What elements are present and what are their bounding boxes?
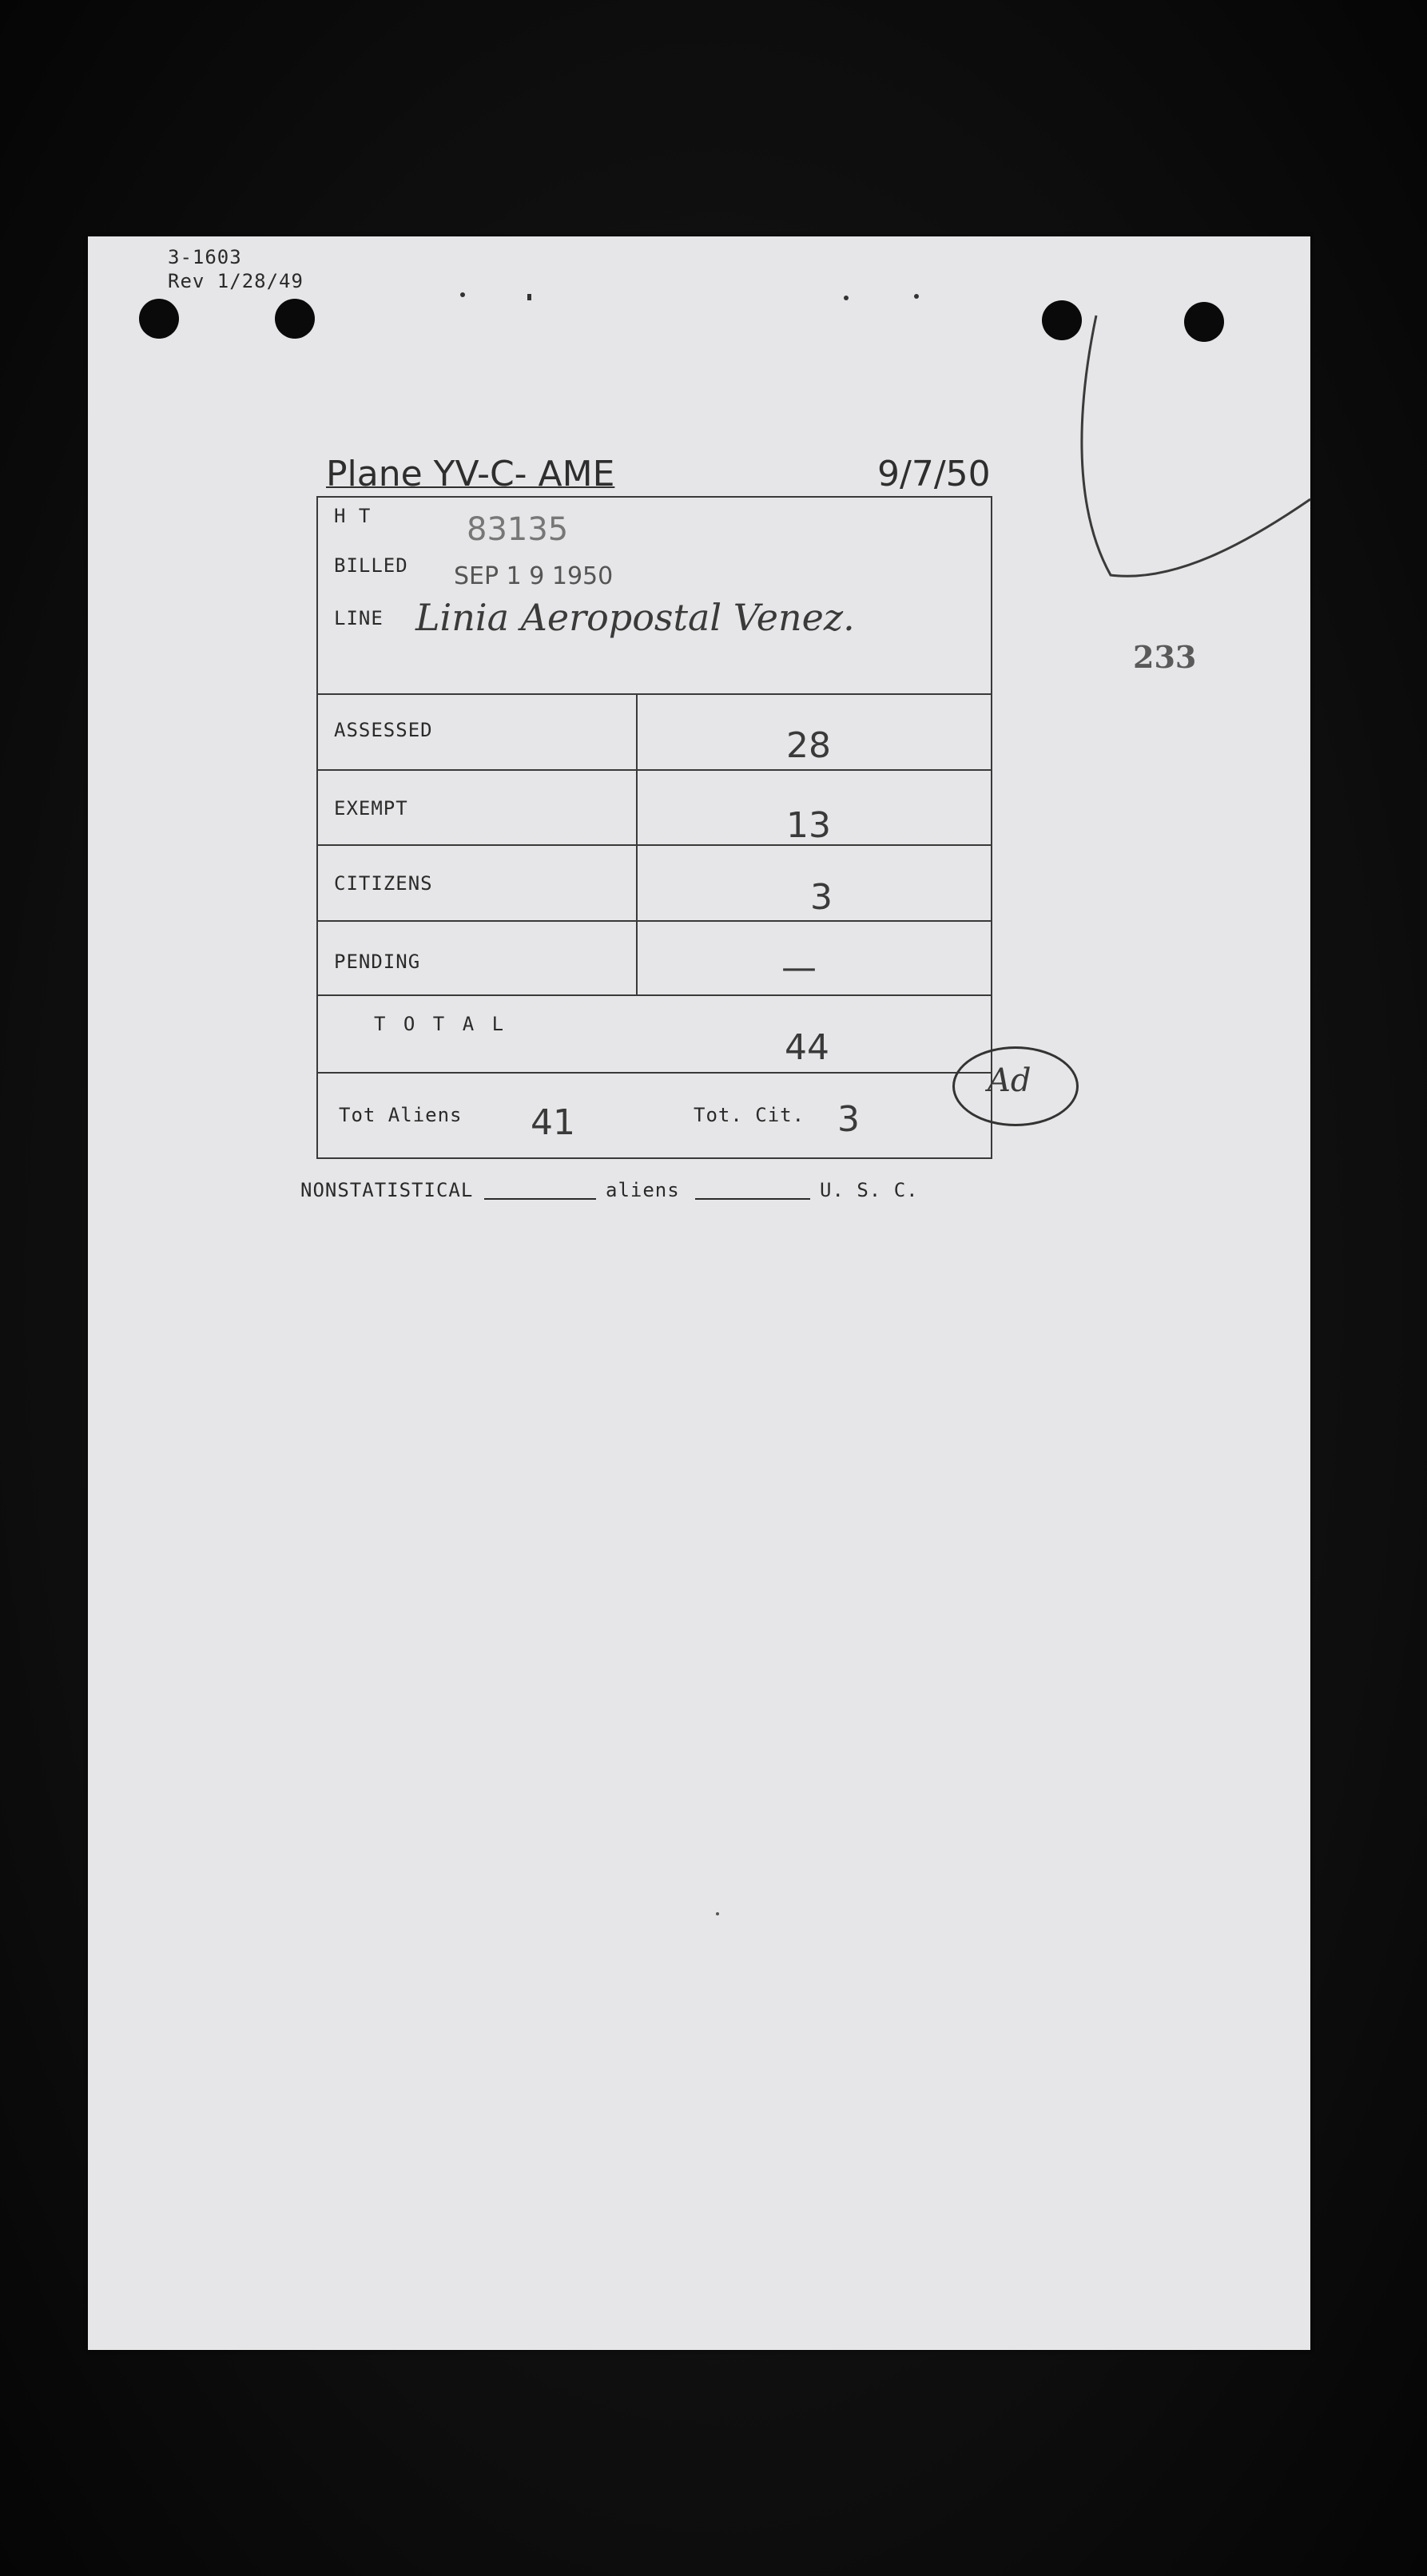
total-value: 44 xyxy=(785,1027,829,1068)
nonstatistical-blank xyxy=(484,1198,596,1200)
table-rule xyxy=(316,844,992,846)
header-date: 9/7/50 xyxy=(877,454,991,494)
form-revision: Rev 1/28/49 xyxy=(168,270,304,292)
row-value-pending: — xyxy=(781,947,817,988)
table-rule xyxy=(316,1072,992,1074)
line-value: Linia Aeropostal Venez. xyxy=(415,596,855,639)
line-label: LINE xyxy=(334,607,384,629)
stray-mark xyxy=(716,1912,719,1915)
usc-label: U. S. C. xyxy=(820,1179,919,1201)
page-number: 233 xyxy=(1133,639,1197,675)
stray-mark xyxy=(460,292,465,297)
row-label-assessed: ASSESSED xyxy=(334,719,433,741)
tot-cit-label: Tot. Cit. xyxy=(694,1104,805,1126)
table-rule xyxy=(316,693,992,695)
billed-stamp: SEP 1 9 1950 xyxy=(454,562,614,590)
pen-stroke-icon xyxy=(1055,304,1318,591)
row-label-pending: PENDING xyxy=(334,951,421,973)
row-value-assessed: 28 xyxy=(786,725,831,766)
tot-cit-value: 3 xyxy=(837,1099,860,1140)
stray-mark xyxy=(844,296,849,300)
stray-mark xyxy=(914,294,919,299)
nonstatistical-label: NONSTATISTICAL xyxy=(300,1179,474,1201)
row-label-citizens: CITIZENS xyxy=(334,872,433,895)
total-label: T O T A L xyxy=(374,1013,507,1035)
plane-registration: Plane YV-C- AME xyxy=(326,454,615,494)
table-column-divider xyxy=(636,693,638,994)
row-label-exempt: EXEMPT xyxy=(334,797,408,820)
row-value-citizens: 3 xyxy=(810,877,833,918)
form-number: 3-1603 xyxy=(168,246,242,268)
table-rule xyxy=(316,920,992,922)
punch-hole-left-1 xyxy=(139,299,179,339)
aliens-blank xyxy=(695,1198,810,1200)
punch-hole-left-2 xyxy=(275,299,315,339)
tot-aliens-value: 41 xyxy=(531,1102,575,1143)
table-rule xyxy=(316,994,992,996)
table-rule xyxy=(316,769,992,771)
row-value-exempt: 13 xyxy=(786,805,831,846)
ht-label: H T xyxy=(334,505,372,527)
initials: Ad xyxy=(988,1062,1031,1099)
billed-label: BILLED xyxy=(334,554,408,577)
stray-mark xyxy=(527,294,531,300)
ht-value: 83135 xyxy=(467,511,569,548)
tot-aliens-label: Tot Aliens xyxy=(339,1104,463,1126)
nonstatistical-aliens-label: aliens xyxy=(606,1179,680,1201)
